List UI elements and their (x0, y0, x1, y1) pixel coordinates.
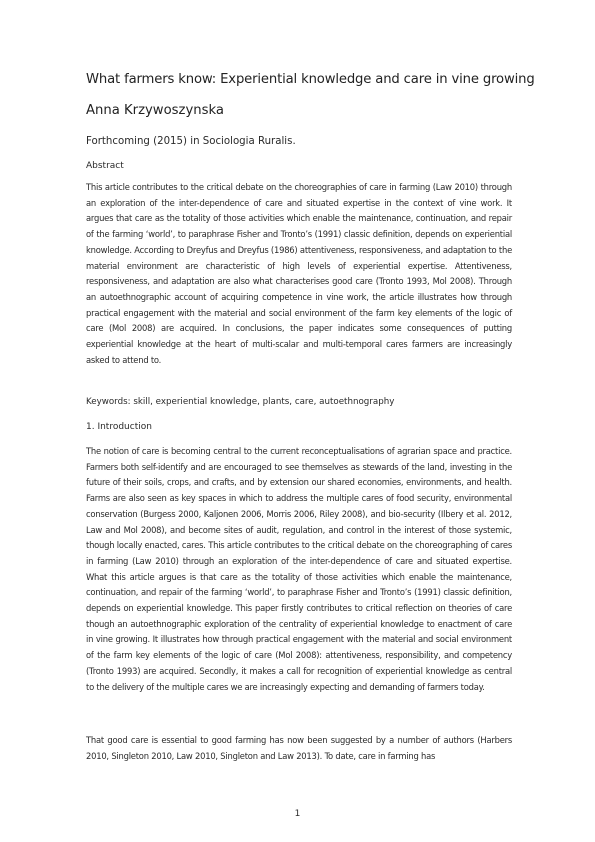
abstract-text: This article contributes to the critical debate on the choreographies of care in farming (Law 2010) through an exploration of the inter-dependence of care and situated expertise in the context of vine work. It argues that care as the totality of those activities which enable the maintenance, continuation, and repair of the farming ‘world’, to paraphrase Fisher and Tronto’s (1991) classic definition, depends on experiential knowledge. According to Dreyfus and Dreyfus (1986) attentiveness, responsiveness, and adaptation to the material environment are characteristic of high levels of experiential expertise. Attentiveness, responsiveness, and adaptation are also what characterises good care (Tronto 1993, Mol 2008). Through an autoethnographic account of acquiring competence in vine work, the article illustrates how through practical engagement with the material and social environment of the farm key elements of the logic of care (Mol 2008) are acquired. In conclusions, the paper indicates some consequences of putting experiential knowledge at the heart of multi-scalar and multi-temporal cares farmers are increasingly asked to attend to. (86, 182, 512, 365)
intro-paragraph-1: The notion of care is becoming central to the current reconceptualisations of agrarian space and practice. Farmers both self-identify and are encouraged to see themselves as stewards of the land, investing in the future of their soils, crops, and crafts, and by extension our shared economies, environments, and health. Farms are also seen as key spaces in which to address the multiple cares of food security, environmental conservation (Burgess 2000, Kaljonen 2006, Morris 2006, Riley 2008), and bio-security (Ilbery et al. 2012, Law and Mol 2008), and become sites of audit, regulation, and control in the interest of those systemic, though locally enacted, cares. This article contributes to the critical debate on the choreographing of cares in farming (Law 2010) through an exploration of the inter-dependence of care and situated expertise. What this article argues is that care as the totality of those activities which enable the maintenance, continuation, and repair of the farming ‘world’, to paraphrase Fisher and Tronto’s (1991) classic definition, depends on experiential knowledge. This paper firstly contributes to critical reflection on theories of care though an autoethnographic exploration of the centrality of experiential knowledge to enactment of care in vine growing. It illustrates how through practical engagement with the material and social environment of the farm key elements of the logic of care (Mol 2008): attentiveness, responsibility, and competency (Tronto 1993) are acquired. Secondly, it makes a call for recognition of experiential knowledge as central to the delivery of the multiple cares we are increasingly expecting and demanding of farmers today. (86, 446, 512, 692)
intro-paragraph-2: That good care is essential to good farming has now been suggested by a number of authors (Harbers 2010, Singleton 2010, Law 2010, Singleton and Law 2013). To date, care in farming has (86, 735, 512, 761)
page-number: 1 (294, 809, 301, 819)
section-heading-introduction: 1. Introduction (86, 422, 152, 432)
keywords: Keywords: skill, experiential knowledge, plants, care, autoethnography (86, 397, 395, 407)
paper-title: What farmers know: Experiential knowledge and care in vine growing (86, 72, 535, 87)
author-name: Anna Krzywoszynska (86, 103, 224, 118)
publication-note: Forthcoming (2015) in Sociologia Ruralis. (86, 136, 296, 147)
abstract-heading: Abstract (86, 161, 124, 171)
